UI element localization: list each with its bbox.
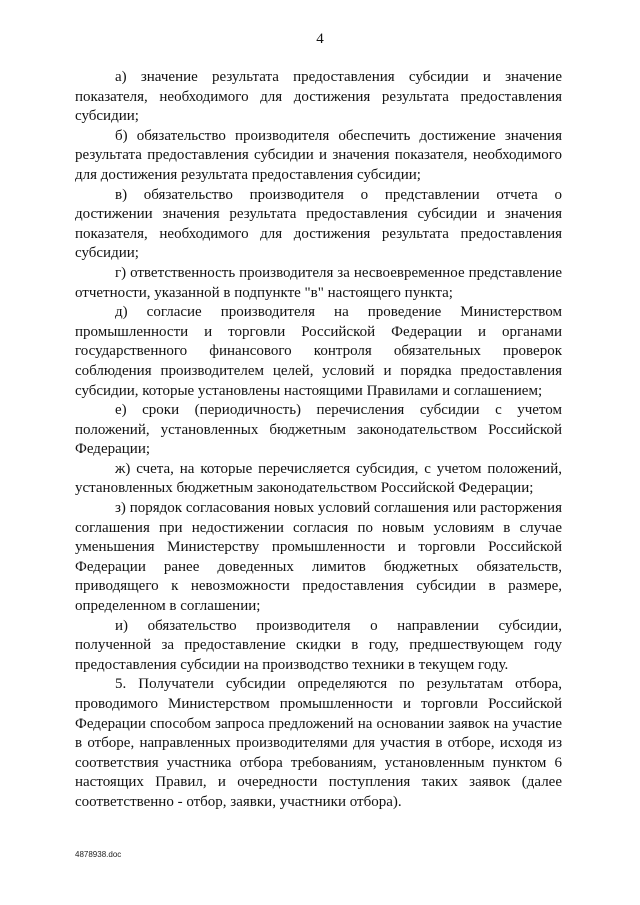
paragraph-subitem-zh: ж) счета, на которые перечисляется субсидия, с учетом положений, установленных бюджетным законодательством Российской Федерации;: [75, 460, 562, 497]
paragraph-subitem-a: а) значение результата предоставления субсидии и значение показателя, необходимого для достижения результата предоставления субсидии;: [75, 69, 562, 125]
paragraph-subitem-g: г) ответственность производителя за несвоевременное представление отчетности, указанной в подпункте "в" настоящего пункта;: [75, 264, 562, 301]
paragraph-item-5: 5. Получатели субсидии определяются по результатам отбора, проводимого Министерством промышленности и торговли Российской Федерации способом запроса предложений на основании заявок на участие в отборе, направленных производителями для участия в отборе, исходя из соответствия участника отбора требованиям, установленным пунктом 6 настоящих Правил, и очередности поступления таких заявок (далее соответственно - отбор, заявки, участники отбора).: [75, 676, 562, 810]
page-number: 4: [316, 31, 324, 47]
paragraph-subitem-i: и) обязательство производителя о направлении субсидии, полученной за предоставление скидки в году, предшествующем году предоставления субсидии на производство техники в текущем году.: [75, 617, 562, 673]
document-file-code: 4878938.doc: [75, 850, 122, 859]
paragraph-subitem-b: б) обязательство производителя обеспечить достижение значения результата предоставления субсидии и значения показателя, необходимого для достижения результата предоставления субсидии;: [75, 127, 562, 183]
paragraph-subitem-d: д) согласие производителя на проведение Министерством промышленности и торговли Российской Федерации и органами государственного финансового контроля обязательных проверок соблюдения производителем целей, условий и порядка предоставления субсидии, которые установлены настоящими Правилами и соглашением;: [75, 304, 562, 399]
paragraph-subitem-v: в) обязательство производителя о представлении отчета о достижении значения результата предоставления субсидии и значения показателя, необходимого для достижения результата предоставления субсидии;: [75, 186, 562, 262]
paragraph-subitem-z: з) порядок согласования новых условий соглашения или расторжения соглашения при недостижении согласия по новым условиям в случае уменьшения Министерству промышленности и торговли Российской Федерации ранее доведенных лимитов бюджетных обязательств, приводящего к невозможности предоставления субсидии в размере, определенном в соглашении;: [75, 500, 562, 615]
paragraph-subitem-e: е) сроки (периодичность) перечисления субсидии с учетом положений, установленных бюджетным законодательством Российской Федерации;: [75, 402, 562, 458]
document-body: [75, 68, 562, 813]
